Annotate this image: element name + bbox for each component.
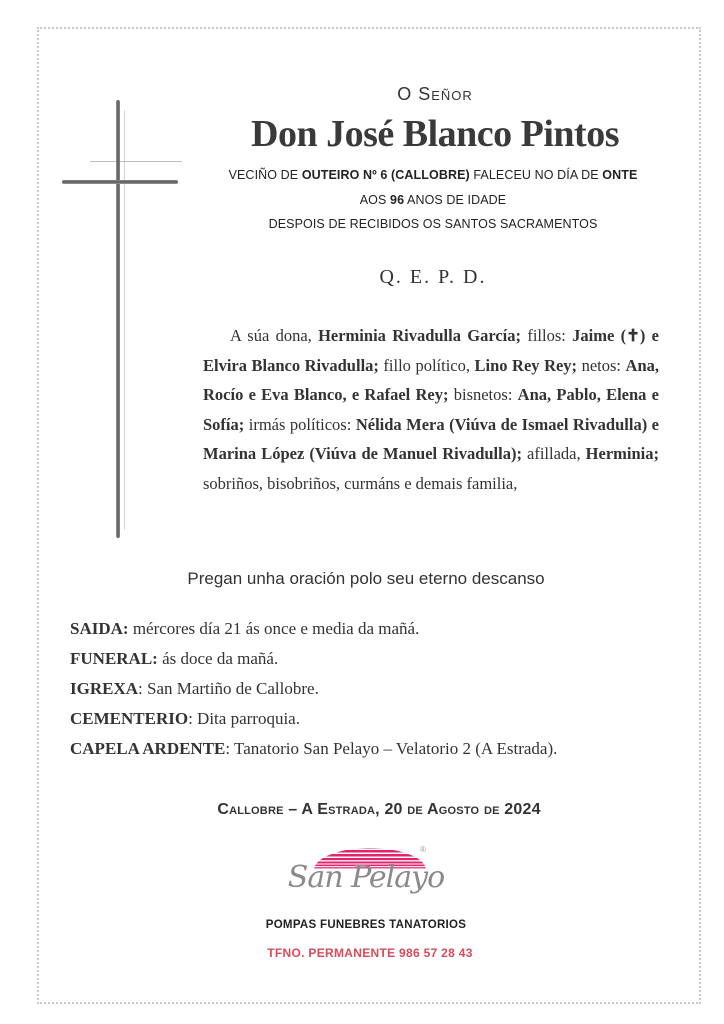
detail-igrexa bbox=[70, 674, 690, 704]
family-name: Ana, Rocío e Eva Blanco, e Rafael Rey; bbox=[203, 355, 659, 405]
detail-value: : San Martiño de Callobre. bbox=[138, 679, 319, 698]
detail-value: ás doce da mañá. bbox=[157, 649, 279, 668]
family-name: Ana, Pablo, Elena e Sofía; bbox=[203, 385, 659, 434]
place-date-year: 2024 bbox=[504, 801, 541, 818]
family-name: Jaime (✝) e Elvira Blanco Rivadulla; bbox=[203, 326, 659, 375]
cross-vertical-bar bbox=[116, 100, 120, 538]
detail-value: : Tanatorio San Pelayo – Velatorio 2 (A Estrada). bbox=[225, 739, 558, 758]
info-text: AOS bbox=[359, 193, 391, 207]
deceased-name: Don José Blanco Pintos bbox=[251, 113, 619, 155]
title-second-word: Señor bbox=[418, 84, 473, 104]
detail-label: FUNERAL: bbox=[70, 649, 158, 668]
place-date bbox=[0, 801, 724, 819]
detail-value: mércores día 21 ás once e media da mañá. bbox=[128, 619, 420, 638]
family-paragraph bbox=[203, 321, 659, 499]
detail-capela bbox=[70, 734, 690, 764]
family-name: Herminia; bbox=[585, 444, 659, 464]
detail-saida bbox=[70, 614, 690, 644]
place-date-text: Callobre – A Estrada, bbox=[217, 801, 385, 818]
family-name: Nélida Mera (Viúva de Ismael Rivadulla) e Marina López (Viúva de Manuel Rivadulla); bbox=[203, 414, 660, 464]
detail-label: CEMENTERIO bbox=[70, 709, 189, 728]
place-date-day: 20 bbox=[384, 801, 403, 818]
detail-value: : Dita parroquia. bbox=[188, 709, 300, 728]
info-text: FALECEU NO DÍA DE bbox=[469, 168, 603, 182]
family-text: fillo político, bbox=[378, 355, 475, 375]
family-text: irmás políticos: bbox=[244, 414, 356, 434]
info-line-3: DESPOIS DE RECIBIDOS OS SANTOS SACRAMENTOS bbox=[268, 217, 598, 231]
family-text: afillada, bbox=[521, 444, 586, 464]
info-age: 96 bbox=[390, 193, 405, 207]
family-text: netos: bbox=[577, 355, 626, 375]
detail-label: IGREXA bbox=[70, 679, 139, 698]
company-line: POMPAS FUNEBRES TANATORIOS bbox=[265, 919, 467, 931]
title-first-word: O bbox=[397, 84, 413, 104]
family-text: A súa dona, bbox=[230, 326, 319, 345]
logo-wordmark: San Pelayo bbox=[287, 860, 445, 895]
detail-label: SAIDA: bbox=[70, 619, 129, 638]
qepd-text: Q. E. P. D. bbox=[379, 266, 487, 288]
logo-registered-mark: ® bbox=[420, 845, 426, 854]
title-honorific bbox=[0, 84, 724, 105]
detail-label: CAPELA ARDENTE bbox=[70, 739, 226, 758]
service-details bbox=[70, 614, 690, 764]
detail-funeral bbox=[70, 644, 690, 674]
family-text: bisnetos: bbox=[448, 385, 518, 405]
info-text: VECIÑO DE bbox=[228, 168, 302, 182]
info-day: ONTE bbox=[602, 168, 638, 182]
info-line-2 bbox=[0, 193, 724, 207]
info-text: ANOS DE IDADE bbox=[404, 193, 507, 207]
detail-cementerio bbox=[70, 704, 690, 734]
info-address: OUTEIRO Nº 6 (CALLOBRE) bbox=[301, 168, 470, 182]
place-date-text: de Agosto de bbox=[402, 801, 505, 818]
family-text: sobriños, bisobriños, curmáns e demais familia, bbox=[203, 473, 518, 493]
family-text: fillos: bbox=[521, 326, 573, 345]
family-name: Lino Rey Rey; bbox=[474, 355, 578, 375]
family-name: Herminia Rivadulla García; bbox=[318, 326, 522, 345]
phone-line: TFNO. PERMANENTE 986 57 28 43 bbox=[267, 946, 473, 960]
prayer-line: Pregan unha oración polo seu eterno descanso bbox=[187, 569, 545, 588]
cross-shadow-horizontal bbox=[90, 161, 182, 162]
info-line-1 bbox=[0, 168, 724, 182]
